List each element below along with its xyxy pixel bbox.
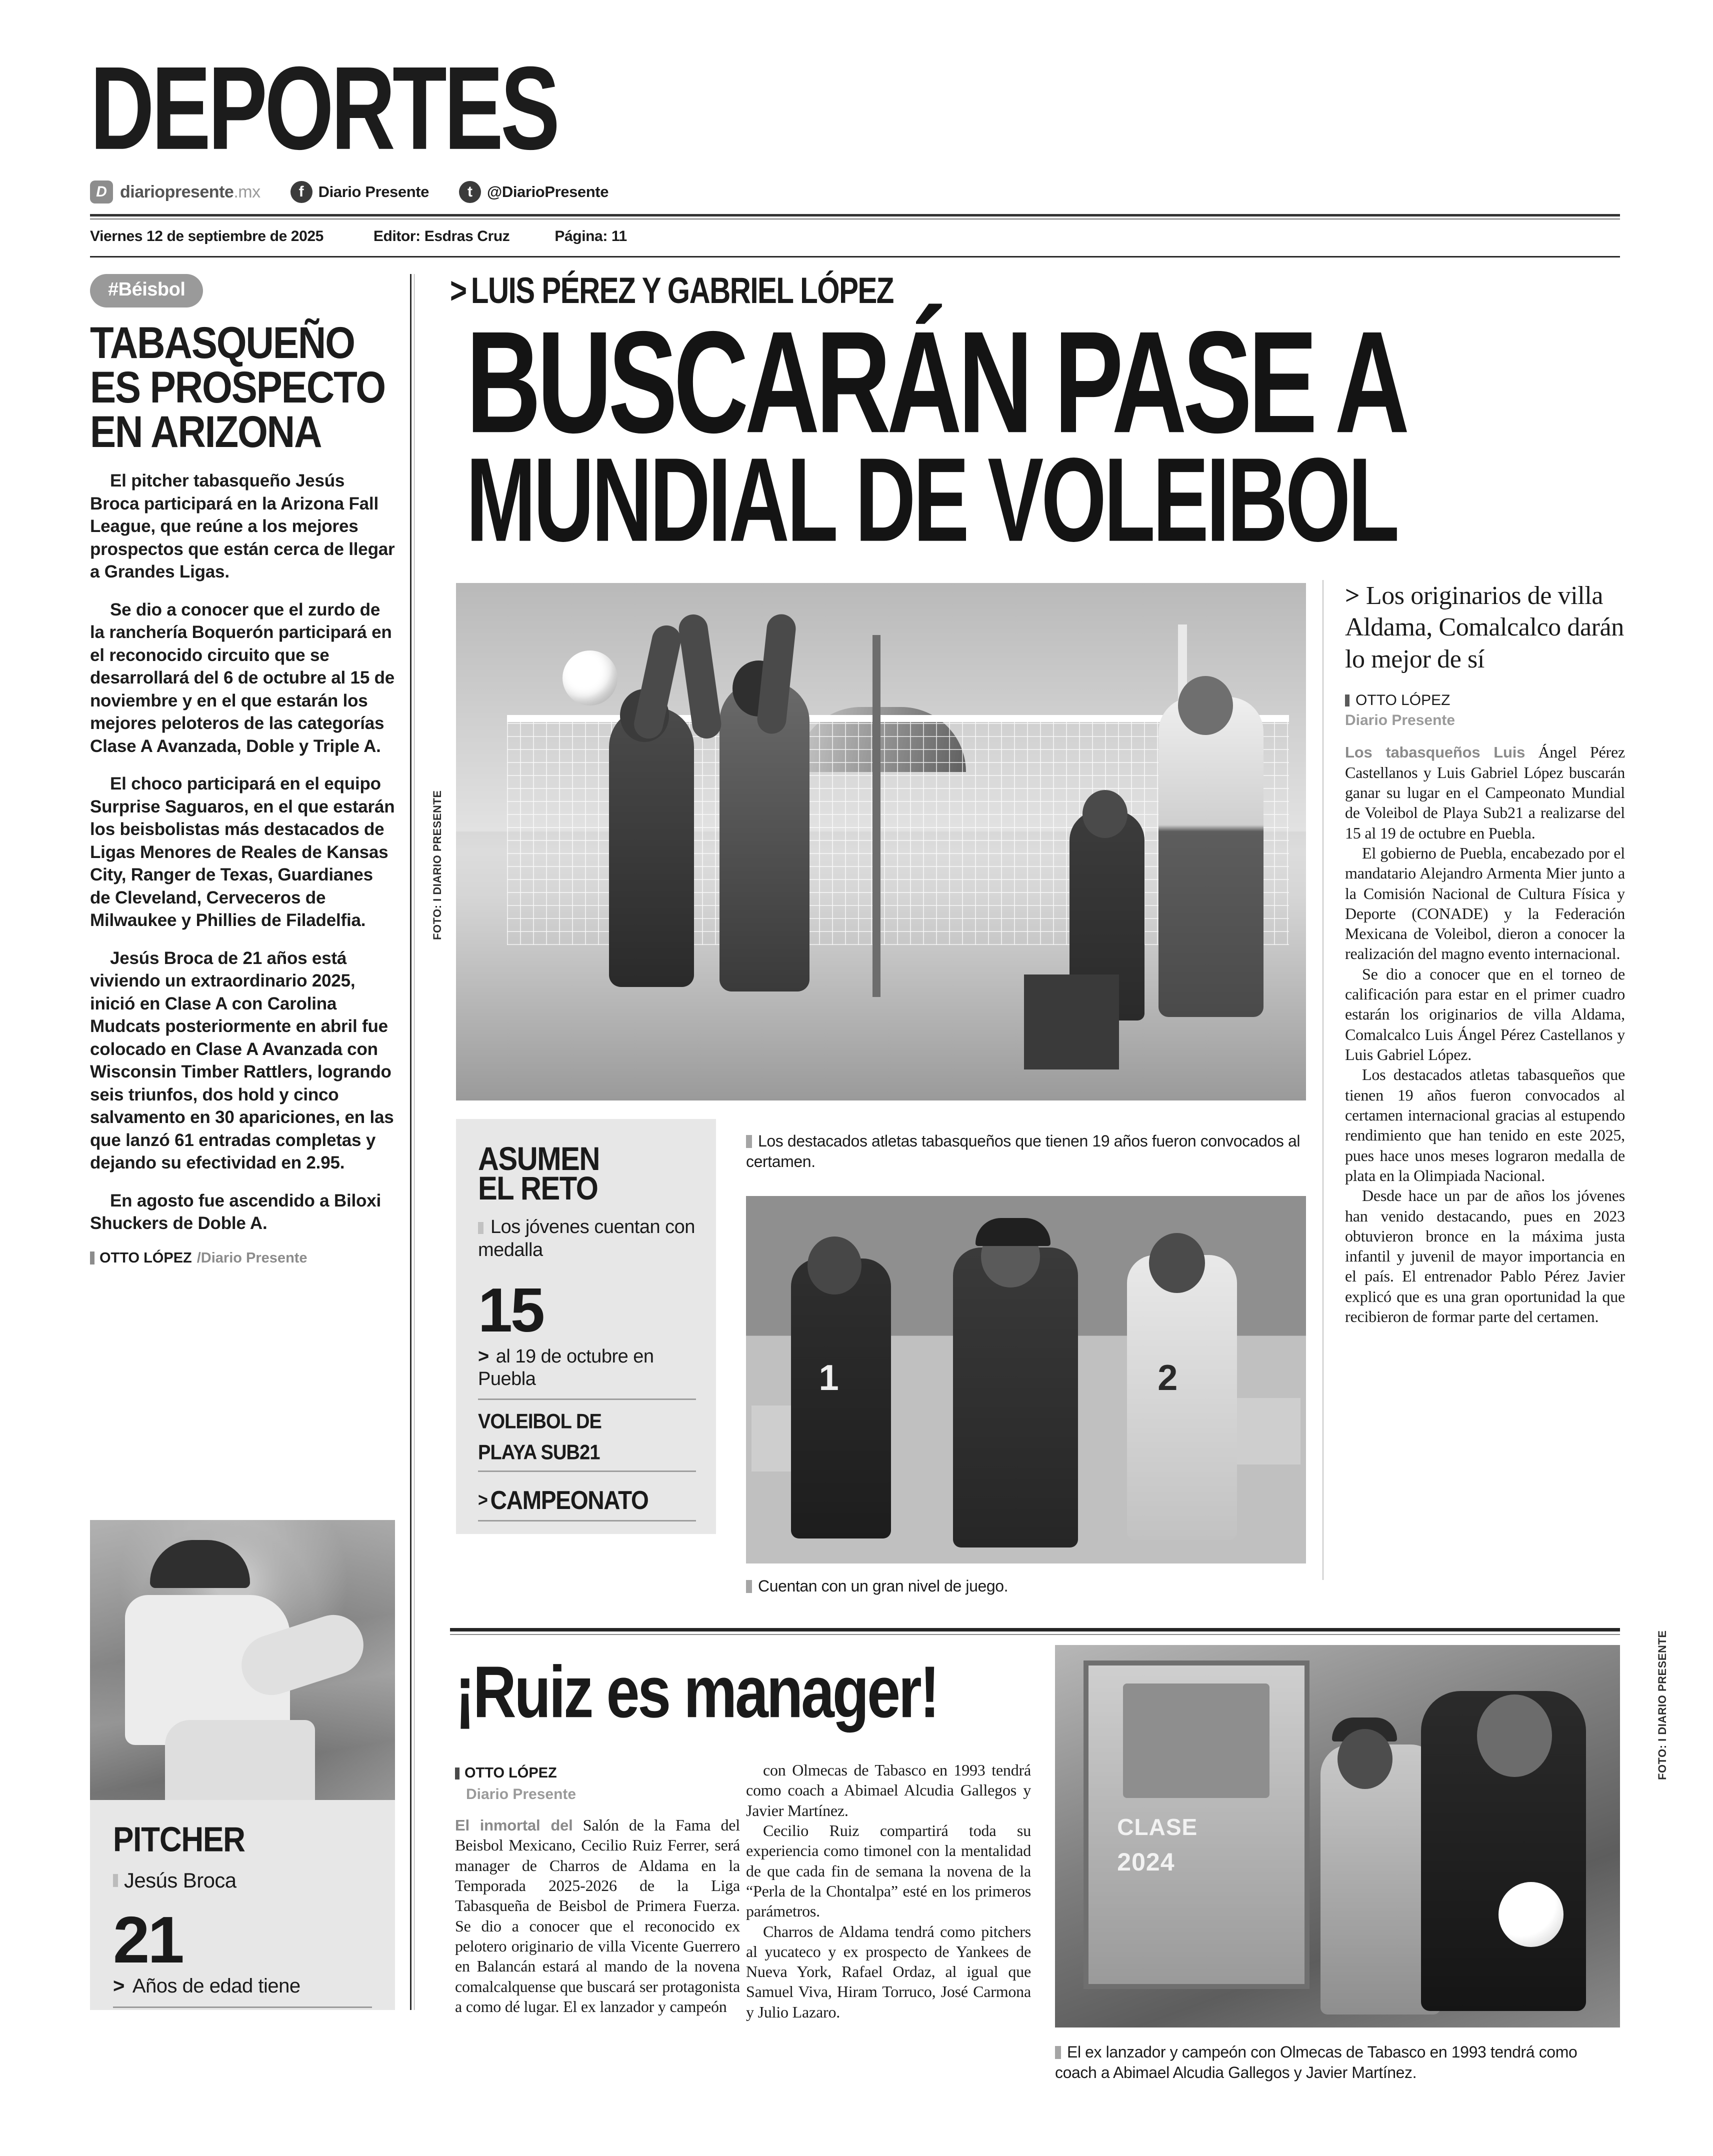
stat-bullet-icon — [113, 1874, 118, 1887]
issue-meta — [90, 228, 840, 245]
sidebar-headline — [1345, 580, 1625, 675]
byline-author: OTTO LÓPEZ — [100, 1250, 192, 1266]
masthead — [90, 42, 1620, 204]
bottom-rule-heavy — [450, 1628, 1620, 1632]
paragraph: con Olmecas de Tabasco en 1993 tendrá como coach a Abimael Alcudia Gallegos y Javier Martínez. — [746, 1761, 1031, 1820]
stat-note-row — [113, 1975, 372, 1998]
photo-plaque-line1: CLASE — [1117, 1814, 1198, 1840]
photo-athlete-right-head — [1149, 1233, 1205, 1293]
asumen-title-line1: ASUMEN — [478, 1140, 600, 1178]
photo-person-center-head — [1338, 1729, 1392, 1789]
photo-jersey-number-right: 2 — [1158, 1358, 1178, 1398]
twitter-icon: t — [459, 181, 481, 203]
paragraph: El gobierno de Puebla, encabezado por el mandatario Alejandro Armenta Mier junto a la Comisión Nacional de Cultura Física y Deporte (CONADE) y la Federación Mexicana de Voleibol, dieron a conocer la realización del magno evento internacional. — [1345, 844, 1625, 963]
photo-jersey-number-left: 1 — [818, 1358, 839, 1398]
paragraph — [455, 1815, 740, 2016]
asumen-rule-one — [478, 1398, 696, 1400]
right-sidebar-article — [1345, 580, 1625, 1326]
asumen-bullet-icon — [478, 1222, 484, 1234]
bottom-photo-caption — [1055, 2042, 1620, 2083]
asumen-subtitle-row — [478, 1216, 696, 1262]
column-divider — [410, 274, 412, 2010]
sidebar-body — [1345, 742, 1625, 1326]
stat-note: Años de edad tiene — [132, 1975, 300, 1998]
photo-baseball-icon — [1498, 1882, 1564, 1947]
paragraph: Cecilio Ruiz compartirá toda su experiencia como timonel con la mentalidad de que cada fin de semana la novena de la “Perla de la Chontalpa” esté en los primeros parámetros. — [746, 1821, 1031, 1920]
byline-author: OTTO LÓPEZ — [1356, 692, 1450, 709]
twitter-link[interactable] — [459, 181, 608, 203]
paragraph-text: Salón de la Fama del Beisbol Mexicano, Cecilio Ruiz Ferrer, será manager de Charros de Aldama en la Temporada 2025-2026 de la Liga Tabasqueña de Beisbol de Primera Fuerza. Se dio a conocer que el reconocido ex pelotero originario de villa Vicente Guerrero en Balancán estará al mando de la novena comalcalquense que buscará ser protagonista a como dé lugar. El ex lanzador y campeón — [455, 1816, 740, 2016]
masthead-rule-heavy — [90, 214, 1620, 216]
category-tag-beisbol[interactable]: #Béisbol — [90, 274, 203, 308]
asumen-big-number: 15 — [478, 1276, 543, 1345]
asumen-note: al 19 de octubre en Puebla — [478, 1346, 654, 1390]
lead-in-text: Los tabasqueños Luis — [1345, 744, 1526, 762]
photo-coach-head — [1178, 676, 1233, 735]
asumen-rule-two — [478, 1470, 696, 1472]
twitter-label: @DiarioPresente — [487, 183, 609, 201]
asumen-campeonato: CAMPEONATO — [490, 1485, 648, 1515]
left-article — [90, 274, 395, 1266]
facebook-icon: f — [290, 181, 312, 203]
photo-athlete-right — [1127, 1255, 1237, 1540]
pitcher-photo — [90, 1520, 395, 1800]
sidebar-headline-text: Los originarios de villa Aldama, Comalcalco darán lo mejor de sí — [1345, 582, 1624, 674]
paragraph: Charros de Aldama tendrá como pitchers al yucateco y ex prospecto de Yankees de Nueva York, Rafael Ordaz, al igual que Samuel Viva, Hiram Torruco, José Carmona y Julio Lazaro. — [746, 1922, 1031, 2021]
chevron-right-icon: > — [478, 1489, 488, 1510]
chevron-right-icon: > — [478, 1346, 489, 1368]
section-title: DEPORTES — [90, 42, 558, 174]
pitcher-stat-panel — [90, 1800, 395, 2010]
caption-text: El ex lanzador y campeón con Olmecas de Tabasco en 1993 tendrá como coach a Abimael Alcudia Gallegos y Javier Martínez. — [1055, 2043, 1578, 2082]
main-photo-credit: FOTO: I DIARIO PRESENTE — [431, 790, 444, 940]
left-article-byline — [90, 1250, 395, 1266]
main-photo-volleyball — [456, 583, 1306, 1100]
paragraph: Desde hace un par de años los jóvenes han venido destacando, pues en 2023 obtuvieron bronce en la máxima justa infantil y juvenil de mayor importancia en el país. El entrenador Pablo Pérez Javier explicó que es una gran oportunidad la que recibieron de formar parte del certamen. — [1345, 1186, 1625, 1326]
left-article-body — [90, 470, 395, 1235]
paragraph: El pitcher tabasqueño Jesús Broca participará en la Arizona Fall League, que reúne a los mejores prospectos que están cerca de llegar a Grandes Ligas. — [90, 471, 395, 582]
caption-text: Los destacados atletas tabasqueños que tienen 19 años fueron convocados al certamen. — [746, 1132, 1300, 1170]
byline-source: Diario Presente — [466, 1786, 576, 1802]
asumen-title-line2: EL RETO — [478, 1170, 598, 1207]
byline-author: OTTO LÓPEZ — [464, 1765, 557, 1781]
asumen-subtitle: Los jóvenes cuentan con medalla — [478, 1216, 695, 1260]
second-photo-players — [746, 1196, 1306, 1564]
paragraph: En agosto fue ascendido a Biloxi Shuckers de Doble A. — [90, 1190, 382, 1233]
paragraph: El choco participará en el equipo Surprise Saguaros, en el que estarán los beisbolistas más destacados de Ligas Menores de Reales de Kansas City, Ranger de Texas, Guardianes de Cleveland, Cerveceros de Milwaukee y Phillies de Filadelfia. — [90, 774, 395, 930]
paragraph — [1345, 742, 1625, 843]
sidebar-divider — [1322, 580, 1324, 1580]
asumen-kind-line2: PLAYA SUB21 — [478, 1441, 600, 1464]
stat-number: 21 — [113, 1903, 182, 1976]
kicker-text: LUIS PÉREZ Y GABRIEL LÓPEZ — [470, 270, 894, 312]
paragraph: Jesús Broca de 21 años está viviendo un extraordinario 2025, inició en Clase A con Carolina Mudcats posteriormente en abril fue colocado en Clase A Avanzada con Wisconsin Timber Rattlers, logrando seis triunfos, dos hold y cinco salvamento en 30 apariciones, en las que lanzó 61 entradas completas y dejando su efectividad en 2.95. — [90, 948, 394, 1172]
photo-bystander-head — [1082, 790, 1128, 838]
caption-bullet-icon — [746, 1580, 752, 1593]
brand-mark-icon: D — [90, 180, 113, 204]
main-headline-line2: MUNDIAL DE VOLEIBOL — [466, 432, 1397, 566]
paragraph: Se dio a conocer que en el torneo de calificación para estar en el primer cuadro estarán los originarios de villa Aldama, Comalcalco Luis Ángel Pérez Castellanos y Luis Gabriel López. — [1345, 964, 1625, 1064]
masthead-social-bar — [90, 180, 1620, 204]
bottom-photo-credit: FOTO: I DIARIO PRESENTE — [1656, 1630, 1668, 1780]
byline-source: /Diario Presente — [196, 1250, 308, 1266]
stat-underline — [113, 2006, 372, 2008]
paragraph-text: Ángel Pérez Castellanos y Luis Gabriel López buscarán ganar su lugar en el Campeonato Mundial de Voleibol de Playa Sub21 a realizarse del 15 al 19 de octubre en Puebla. — [1345, 743, 1625, 842]
chevron-right-icon: > — [113, 1975, 124, 1998]
left-article-headline: TABASQUEÑO ES PROSPECTO EN ARIZONA — [90, 318, 386, 457]
photo-player-one — [609, 707, 694, 987]
stat-subtitle-row — [113, 1868, 372, 1892]
lead-in-text: El inmortal del — [455, 1816, 573, 1834]
stat-title: PITCHER — [113, 1820, 245, 1860]
issue-date: Viernes 12 de septiembre de 2025 — [90, 228, 324, 244]
diariopresente-logo[interactable] — [90, 180, 260, 204]
chevron-right-icon: > — [1345, 582, 1360, 610]
photo-figure-leg — [165, 1720, 315, 1800]
photo-volleyball-icon — [562, 650, 618, 706]
photo-plaque-line2: 2024 — [1117, 1848, 1175, 1876]
photo-coach-cap — [976, 1218, 1050, 1246]
facebook-label: Diario Presente — [318, 183, 430, 201]
paragraph: Los destacados atletas tabasqueños que tienen 19 años fueron convocados al certamen internacional gracias al estupendo rendimiento que han tenido en este 2025, pues hace unos meses lograron medalla de plata en la Olimpiada Nacional. — [1345, 1066, 1625, 1184]
bottom-article-column-one — [455, 1815, 740, 2016]
caption-bullet-icon — [1055, 2046, 1061, 2059]
issue-editor: Editor: Esdras Cruz — [373, 228, 510, 244]
byline-bullet-icon — [1345, 694, 1350, 706]
photo-person-right-head — [1477, 1694, 1552, 1777]
main-photo-caption — [746, 1131, 1306, 1172]
photo-coach-center — [953, 1248, 1078, 1548]
issue-page-number: Página: 11 — [554, 228, 627, 244]
asumen-note-row — [478, 1346, 696, 1390]
photo-coach — [1158, 697, 1264, 1017]
facebook-link[interactable] — [290, 181, 429, 203]
photo-athlete-left — [791, 1258, 891, 1538]
bottom-article-byline — [455, 1765, 557, 1782]
asumen-campeonato-row — [478, 1485, 696, 1515]
byline-source: Diario Presente — [1345, 712, 1456, 729]
asumen-kind-line1: VOLEIBOL DE — [478, 1410, 602, 1433]
bottom-rule-thin — [450, 1634, 1620, 1635]
chevron-right-icon: > — [450, 270, 466, 312]
photo-athlete-left-head — [808, 1236, 862, 1294]
asumen-rule-three — [478, 1520, 696, 1522]
bottom-article-column-two — [746, 1760, 1031, 2022]
asumen-stat-box — [456, 1119, 716, 1534]
photo-plaque — [1123, 1684, 1270, 1798]
sidebar-byline — [1345, 692, 1625, 709]
stat-subtitle: Jesús Broca — [124, 1868, 236, 1892]
photo-net-pole — [872, 635, 880, 998]
paragraph: Se dio a conocer que el zurdo de la ranchería Boquerón participará en el reconocido circuito que se desarrollará del 6 de octubre al 15 de noviembre y en el que estarán los mejores peloteros de las categorías Clase A Avanzada, Doble y Triple A. — [90, 600, 395, 756]
caption-bullet-icon — [746, 1135, 752, 1148]
byline-bullet-icon — [455, 1768, 460, 1780]
photo-equipment-box — [1024, 974, 1119, 1070]
brand-text: diariopresente.mx — [120, 182, 260, 202]
bottom-article-headline: ¡Ruiz es manager! — [455, 1651, 938, 1733]
caption-text: Cuentan con un gran nivel de juego. — [758, 1577, 1008, 1595]
masthead-rule-thin — [90, 218, 1620, 220]
bottom-photo-ruiz — [1055, 1645, 1620, 2028]
main-headline-line1: BUSCARÁN PASE A — [466, 301, 1406, 464]
byline-bullet-icon — [90, 1252, 94, 1264]
second-photo-caption — [746, 1577, 1306, 1596]
meta-rule — [90, 256, 1620, 258]
